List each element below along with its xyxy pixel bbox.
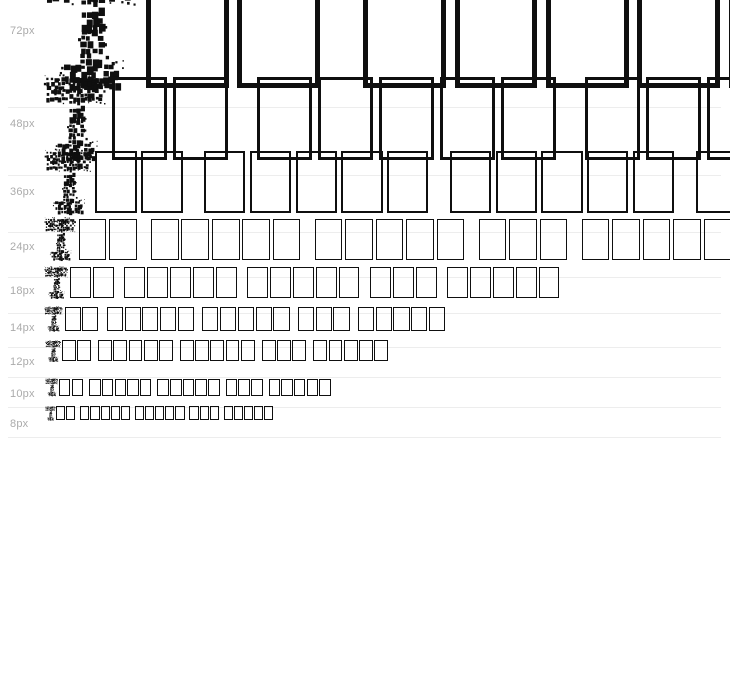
notdef-glyph-box xyxy=(707,77,730,160)
word-group xyxy=(298,307,350,331)
notdef-glyph-box xyxy=(165,406,174,420)
sample-text-line xyxy=(45,77,730,160)
notdef-glyph-box xyxy=(95,151,136,213)
word-group xyxy=(363,0,730,88)
glyph-T-grunge xyxy=(45,307,63,331)
notdef-glyph-box xyxy=(359,340,373,361)
notdef-glyph-box xyxy=(455,0,538,88)
notdef-glyph-box xyxy=(307,379,319,396)
word-group xyxy=(262,340,306,361)
word-group xyxy=(45,340,91,361)
notdef-glyph-box xyxy=(256,307,272,331)
notdef-glyph-box xyxy=(146,0,229,88)
notdef-glyph-box xyxy=(159,340,173,361)
glyph-T-grunge xyxy=(45,340,60,361)
notdef-glyph-box xyxy=(72,379,84,396)
word-group xyxy=(696,151,730,213)
notdef-glyph-box xyxy=(269,379,281,396)
notdef-glyph-box xyxy=(251,379,263,396)
word-group xyxy=(450,151,674,213)
notdef-glyph-box xyxy=(173,77,228,160)
notdef-glyph-box xyxy=(195,340,209,361)
notdef-glyph-box xyxy=(316,307,332,331)
sample-text-line xyxy=(45,267,559,298)
notdef-glyph-box xyxy=(501,77,556,160)
glyph-T-texture xyxy=(44,306,63,332)
font-size-label: 12px xyxy=(10,356,35,368)
notdef-glyph-box xyxy=(113,340,127,361)
notdef-glyph-box xyxy=(341,151,382,213)
notdef-glyph-box xyxy=(696,151,730,213)
notdef-glyph-box xyxy=(147,267,168,298)
notdef-glyph-box xyxy=(374,340,388,361)
notdef-glyph-box xyxy=(315,219,343,260)
notdef-glyph-box xyxy=(121,406,130,420)
notdef-glyph-box xyxy=(293,267,314,298)
notdef-glyph-box xyxy=(393,267,414,298)
notdef-glyph-box xyxy=(90,406,99,420)
notdef-glyph-box xyxy=(344,340,358,361)
glyph-T-texture xyxy=(45,406,56,421)
notdef-glyph-box xyxy=(450,151,491,213)
notdef-glyph-box xyxy=(447,267,468,298)
notdef-glyph-box xyxy=(292,340,306,361)
notdef-glyph-box xyxy=(208,379,220,396)
notdef-glyph-box xyxy=(200,406,209,420)
sample-text-line xyxy=(45,0,730,88)
sample-text-line xyxy=(45,151,730,213)
notdef-glyph-box xyxy=(411,307,427,331)
word-group xyxy=(135,406,185,420)
glyph-T-texture xyxy=(45,378,59,397)
notdef-glyph-box xyxy=(273,219,301,260)
notdef-glyph-box xyxy=(493,267,514,298)
notdef-glyph-box xyxy=(202,307,218,331)
notdef-glyph-box xyxy=(115,379,127,396)
sample-text-line xyxy=(45,340,388,361)
glyph-T-texture xyxy=(44,217,77,262)
notdef-glyph-box xyxy=(89,379,101,396)
notdef-glyph-box xyxy=(144,340,158,361)
word-group xyxy=(582,219,730,260)
notdef-glyph-box xyxy=(145,406,154,420)
notdef-glyph-box xyxy=(254,406,263,420)
notdef-glyph-box xyxy=(294,379,306,396)
glyph-T-grunge xyxy=(45,151,91,213)
notdef-glyph-box xyxy=(339,267,360,298)
word-group xyxy=(204,151,428,213)
notdef-glyph-box xyxy=(181,219,209,260)
font-size-label: 14px xyxy=(10,322,35,334)
word-group xyxy=(224,406,274,420)
notdef-glyph-box xyxy=(82,307,98,331)
notdef-glyph-box xyxy=(59,379,71,396)
font-size-label: 48px xyxy=(10,118,35,130)
notdef-glyph-box xyxy=(440,77,495,160)
sample-text-line xyxy=(45,219,730,260)
notdef-glyph-box xyxy=(329,340,343,361)
glyph-T-grunge xyxy=(45,267,68,298)
notdef-glyph-box xyxy=(345,219,373,260)
notdef-glyph-box xyxy=(358,307,374,331)
notdef-glyph-box xyxy=(416,267,437,298)
word-group xyxy=(313,340,388,361)
font-size-label: 72px xyxy=(10,25,35,37)
notdef-glyph-box xyxy=(633,151,674,213)
notdef-glyph-box xyxy=(101,406,110,420)
glyph-T-texture xyxy=(44,149,93,216)
notdef-glyph-box xyxy=(189,406,198,420)
notdef-glyph-box xyxy=(376,219,404,260)
notdef-glyph-box xyxy=(541,151,582,213)
word-group xyxy=(180,340,255,361)
notdef-glyph-box xyxy=(224,406,233,420)
notdef-glyph-box xyxy=(516,267,537,298)
notdef-glyph-box xyxy=(157,379,169,396)
notdef-glyph-box xyxy=(212,219,240,260)
notdef-glyph-box xyxy=(79,219,107,260)
notdef-glyph-box xyxy=(107,307,123,331)
notdef-glyph-box xyxy=(319,379,331,396)
glyph-T-texture xyxy=(45,340,61,362)
notdef-glyph-box xyxy=(62,340,76,361)
notdef-glyph-box xyxy=(210,406,219,420)
notdef-glyph-box xyxy=(220,307,236,331)
notdef-glyph-box xyxy=(509,219,537,260)
notdef-glyph-box xyxy=(637,0,720,88)
notdef-glyph-box xyxy=(160,307,176,331)
notdef-glyph-box xyxy=(141,151,182,213)
word-group xyxy=(269,379,331,396)
word-group xyxy=(45,219,137,260)
notdef-glyph-box xyxy=(234,406,243,420)
notdef-glyph-box xyxy=(129,340,143,361)
word-group xyxy=(45,307,98,331)
notdef-glyph-box xyxy=(151,219,179,260)
notdef-glyph-box xyxy=(216,267,237,298)
notdef-glyph-box xyxy=(247,267,268,298)
notdef-glyph-box xyxy=(363,0,446,88)
word-group xyxy=(358,307,445,331)
notdef-glyph-box xyxy=(142,307,158,331)
notdef-glyph-box xyxy=(298,307,314,331)
notdef-glyph-box xyxy=(333,307,349,331)
font-size-label: 10px xyxy=(10,388,35,400)
notdef-glyph-box xyxy=(646,77,701,160)
word-group xyxy=(45,151,183,213)
notdef-glyph-box xyxy=(238,307,254,331)
word-group xyxy=(45,406,75,420)
notdef-glyph-box xyxy=(238,379,250,396)
word-group xyxy=(45,77,228,160)
notdef-glyph-box xyxy=(195,379,207,396)
word-group xyxy=(151,219,300,260)
notdef-glyph-box xyxy=(170,267,191,298)
notdef-glyph-box xyxy=(183,379,195,396)
word-group xyxy=(226,379,263,396)
word-group xyxy=(157,379,219,396)
word-group xyxy=(257,77,556,160)
notdef-glyph-box xyxy=(582,219,610,260)
font-size-label: 36px xyxy=(10,186,35,198)
word-group xyxy=(124,267,236,298)
notdef-glyph-box xyxy=(155,406,164,420)
notdef-glyph-box xyxy=(124,267,145,298)
word-group xyxy=(45,267,114,298)
notdef-glyph-box xyxy=(180,340,194,361)
notdef-glyph-box xyxy=(135,406,144,420)
font-size-label: 8px xyxy=(10,418,29,430)
notdef-glyph-box xyxy=(406,219,434,260)
notdef-glyph-box xyxy=(66,406,75,420)
notdef-glyph-box xyxy=(370,267,391,298)
notdef-glyph-box xyxy=(244,406,253,420)
word-group xyxy=(370,267,436,298)
word-group xyxy=(107,307,194,331)
notdef-glyph-box xyxy=(273,307,289,331)
notdef-glyph-box xyxy=(127,379,139,396)
notdef-glyph-box xyxy=(379,77,434,160)
word-group xyxy=(80,406,130,420)
notdef-glyph-box xyxy=(313,340,327,361)
notdef-glyph-box xyxy=(98,340,112,361)
notdef-glyph-box xyxy=(109,219,137,260)
notdef-glyph-box xyxy=(65,307,81,331)
notdef-glyph-box xyxy=(316,267,337,298)
notdef-glyph-box xyxy=(111,406,120,420)
sample-text-line xyxy=(45,379,331,396)
notdef-glyph-box xyxy=(479,219,507,260)
notdef-glyph-box xyxy=(70,267,91,298)
word-group xyxy=(98,340,173,361)
notdef-glyph-box xyxy=(277,340,291,361)
notdef-glyph-box xyxy=(102,379,114,396)
notdef-glyph-box xyxy=(250,151,291,213)
notdef-glyph-box xyxy=(242,219,270,260)
font-size-label: 24px xyxy=(10,241,35,253)
notdef-glyph-box xyxy=(318,77,373,160)
word-group xyxy=(479,219,568,260)
notdef-glyph-box xyxy=(204,151,245,213)
notdef-glyph-box xyxy=(226,340,240,361)
notdef-glyph-box xyxy=(77,340,91,361)
sample-text-line xyxy=(45,307,445,331)
notdef-glyph-box xyxy=(270,267,291,298)
notdef-glyph-box xyxy=(540,219,568,260)
word-group xyxy=(89,379,151,396)
notdef-glyph-box xyxy=(193,267,214,298)
font-size-label: 18px xyxy=(10,285,35,297)
notdef-glyph-box xyxy=(80,406,89,420)
notdef-glyph-box xyxy=(539,267,560,298)
glyph-T-grunge xyxy=(45,77,106,160)
row-divider xyxy=(8,437,721,438)
word-group xyxy=(315,219,464,260)
notdef-glyph-box xyxy=(170,379,182,396)
word-group xyxy=(189,406,218,420)
notdef-glyph-box xyxy=(281,379,293,396)
glyph-T-texture xyxy=(44,266,69,300)
notdef-glyph-box xyxy=(178,307,194,331)
word-group xyxy=(202,307,289,331)
word-group xyxy=(585,77,730,160)
notdef-glyph-box xyxy=(241,340,255,361)
notdef-glyph-box xyxy=(175,406,184,420)
notdef-glyph-box xyxy=(210,340,224,361)
notdef-glyph-box xyxy=(262,340,276,361)
sample-text-line xyxy=(45,406,273,420)
notdef-glyph-box xyxy=(704,219,730,260)
notdef-glyph-box xyxy=(429,307,445,331)
glyph-T-grunge xyxy=(45,379,58,396)
notdef-glyph-box xyxy=(112,77,167,160)
notdef-glyph-box xyxy=(393,307,409,331)
notdef-glyph-box xyxy=(612,219,640,260)
notdef-glyph-box xyxy=(387,151,428,213)
glyph-T-grunge xyxy=(45,406,55,420)
notdef-glyph-box xyxy=(546,0,629,88)
notdef-glyph-box xyxy=(437,219,465,260)
notdef-glyph-box xyxy=(125,307,141,331)
notdef-glyph-box xyxy=(257,77,312,160)
notdef-glyph-box xyxy=(56,406,65,420)
notdef-glyph-box xyxy=(237,0,320,88)
notdef-glyph-box xyxy=(585,77,640,160)
notdef-glyph-box xyxy=(587,151,628,213)
notdef-glyph-box xyxy=(470,267,491,298)
word-group xyxy=(447,267,559,298)
notdef-glyph-box xyxy=(140,379,152,396)
notdef-glyph-box xyxy=(643,219,671,260)
notdef-glyph-box xyxy=(296,151,337,213)
notdef-glyph-box xyxy=(496,151,537,213)
notdef-glyph-box xyxy=(673,219,701,260)
notdef-glyph-box xyxy=(93,267,114,298)
glyph-T-grunge xyxy=(45,219,76,260)
notdef-glyph-box xyxy=(226,379,238,396)
word-group xyxy=(45,379,83,396)
notdef-glyph-box xyxy=(264,406,273,420)
notdef-glyph-box xyxy=(376,307,392,331)
word-group xyxy=(247,267,359,298)
